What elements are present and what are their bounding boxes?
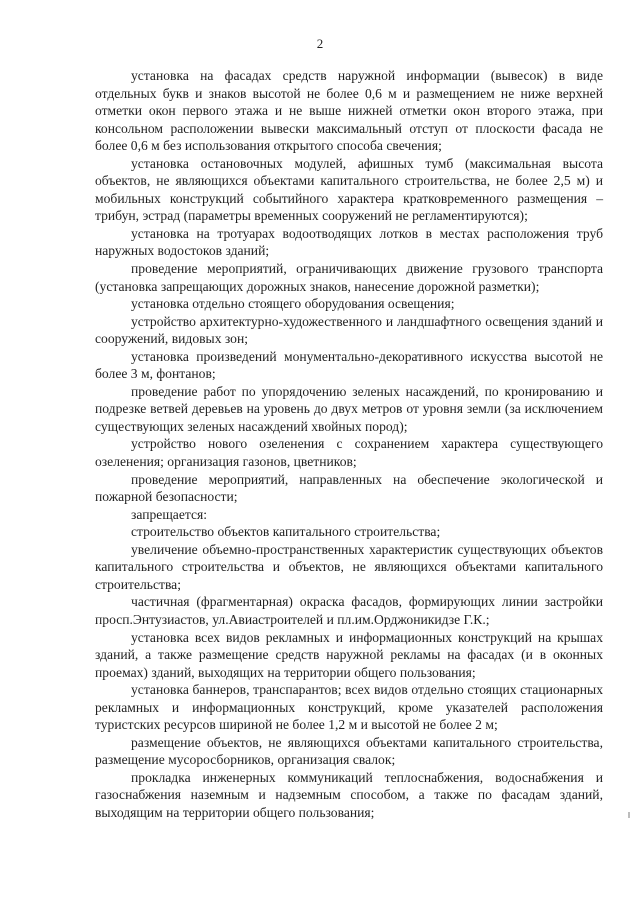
paragraph: установка произведений монументально-декоративного искусства высотой не более 3 м, фонтанов;	[95, 348, 603, 382]
paragraph: частичная (фрагментарная) окраска фасадов, формирующих линии застройки просп.Энтузиастов, ул.Авиастроителей и пл.им.Орджоникидзе Г.К.;	[95, 594, 603, 627]
paragraph: установка на тротуарах водоотводящих лотков в местах расположения труб наружных водостоков зданий;	[95, 225, 603, 259]
page-number: 2	[316, 36, 324, 51]
paragraph: размещение объектов, не являющихся объектами капитального строительства, размещение мусоросборников, организация свалок;	[95, 734, 603, 768]
document-body	[95, 67, 603, 822]
paragraph: установка остановочных модулей, афишных тумб (максимальная высота объектов, не являющихся объектами капитального строительства, не более 2,5 м) и мобильных конструкций событийного характера кратковременного размещения – трибун, эстрад (параметры временных сооружений не регламентируются);	[95, 155, 603, 224]
paragraph: установка баннеров, транспарантов; всех видов отдельно стоящих стационарных рекламных и информационных конструкций, кроме указателей расположения туристских ресурсов шириной не более 1,2 м и высотой не более 2 м;	[95, 682, 603, 733]
paragraph: установка на фасадах средств наружной информации (вывесок) в виде отдельных букв и знаков высотой не более 0,6 м и размещением не ниже верхней отметки окон первого этажа и не выше нижней отметки окон второго этажа, при консольном расположении вывески максимальный отступ от плоскости фасада не более 0,6 м без использования открытого способа свечения;	[95, 68, 603, 154]
section-heading-prohibited: запрещается:	[131, 506, 208, 522]
paragraph: проведение мероприятий, направленных на обеспечение экологической и пожарной безопасности;	[95, 471, 603, 505]
paragraph: устройство нового озеленения с сохранением характера существующего озеленения; организация газонов, цветников;	[95, 436, 603, 470]
paragraph: увеличение объемно-пространственных характеристик существующих объектов капитального строительства и объектов, не являющихся объектами капитального строительства;	[95, 541, 603, 592]
scan-mark	[628, 812, 630, 818]
paragraph: устройство архитектурно-художественного и ландшафтного освещения зданий и сооружений, видовых зон;	[95, 313, 603, 347]
paragraph: прокладка инженерных коммуникаций теплоснабжения, водоснабжения и газоснабжения наземным и надземным способом, а также по фасадам зданий, выходящим на территории общего пользования;	[95, 769, 603, 820]
paragraph: установка всех видов рекламных и информационных конструкций на крышах зданий, а также размещение средств наружной рекламы на фасадах (и в оконных проемах) зданий, выходящих на территории общего пользования;	[95, 629, 603, 680]
paragraph: установка отдельно стоящего оборудования освещения;	[131, 296, 455, 312]
paragraph: проведение работ по упорядочению зеленых насаждений, по кронированию и подрезке ветвей деревьев на уровень до двух метров от уровня земли (за исключением существующих зеленых насаждений хвойных пород);	[95, 383, 603, 434]
paragraph: проведение мероприятий, ограничивающих движение грузового транспорта (установка запрещающих дорожных знаков, нанесение дорожной разметки);	[95, 261, 603, 294]
paragraph: строительство объектов капитального строительства;	[131, 524, 441, 540]
